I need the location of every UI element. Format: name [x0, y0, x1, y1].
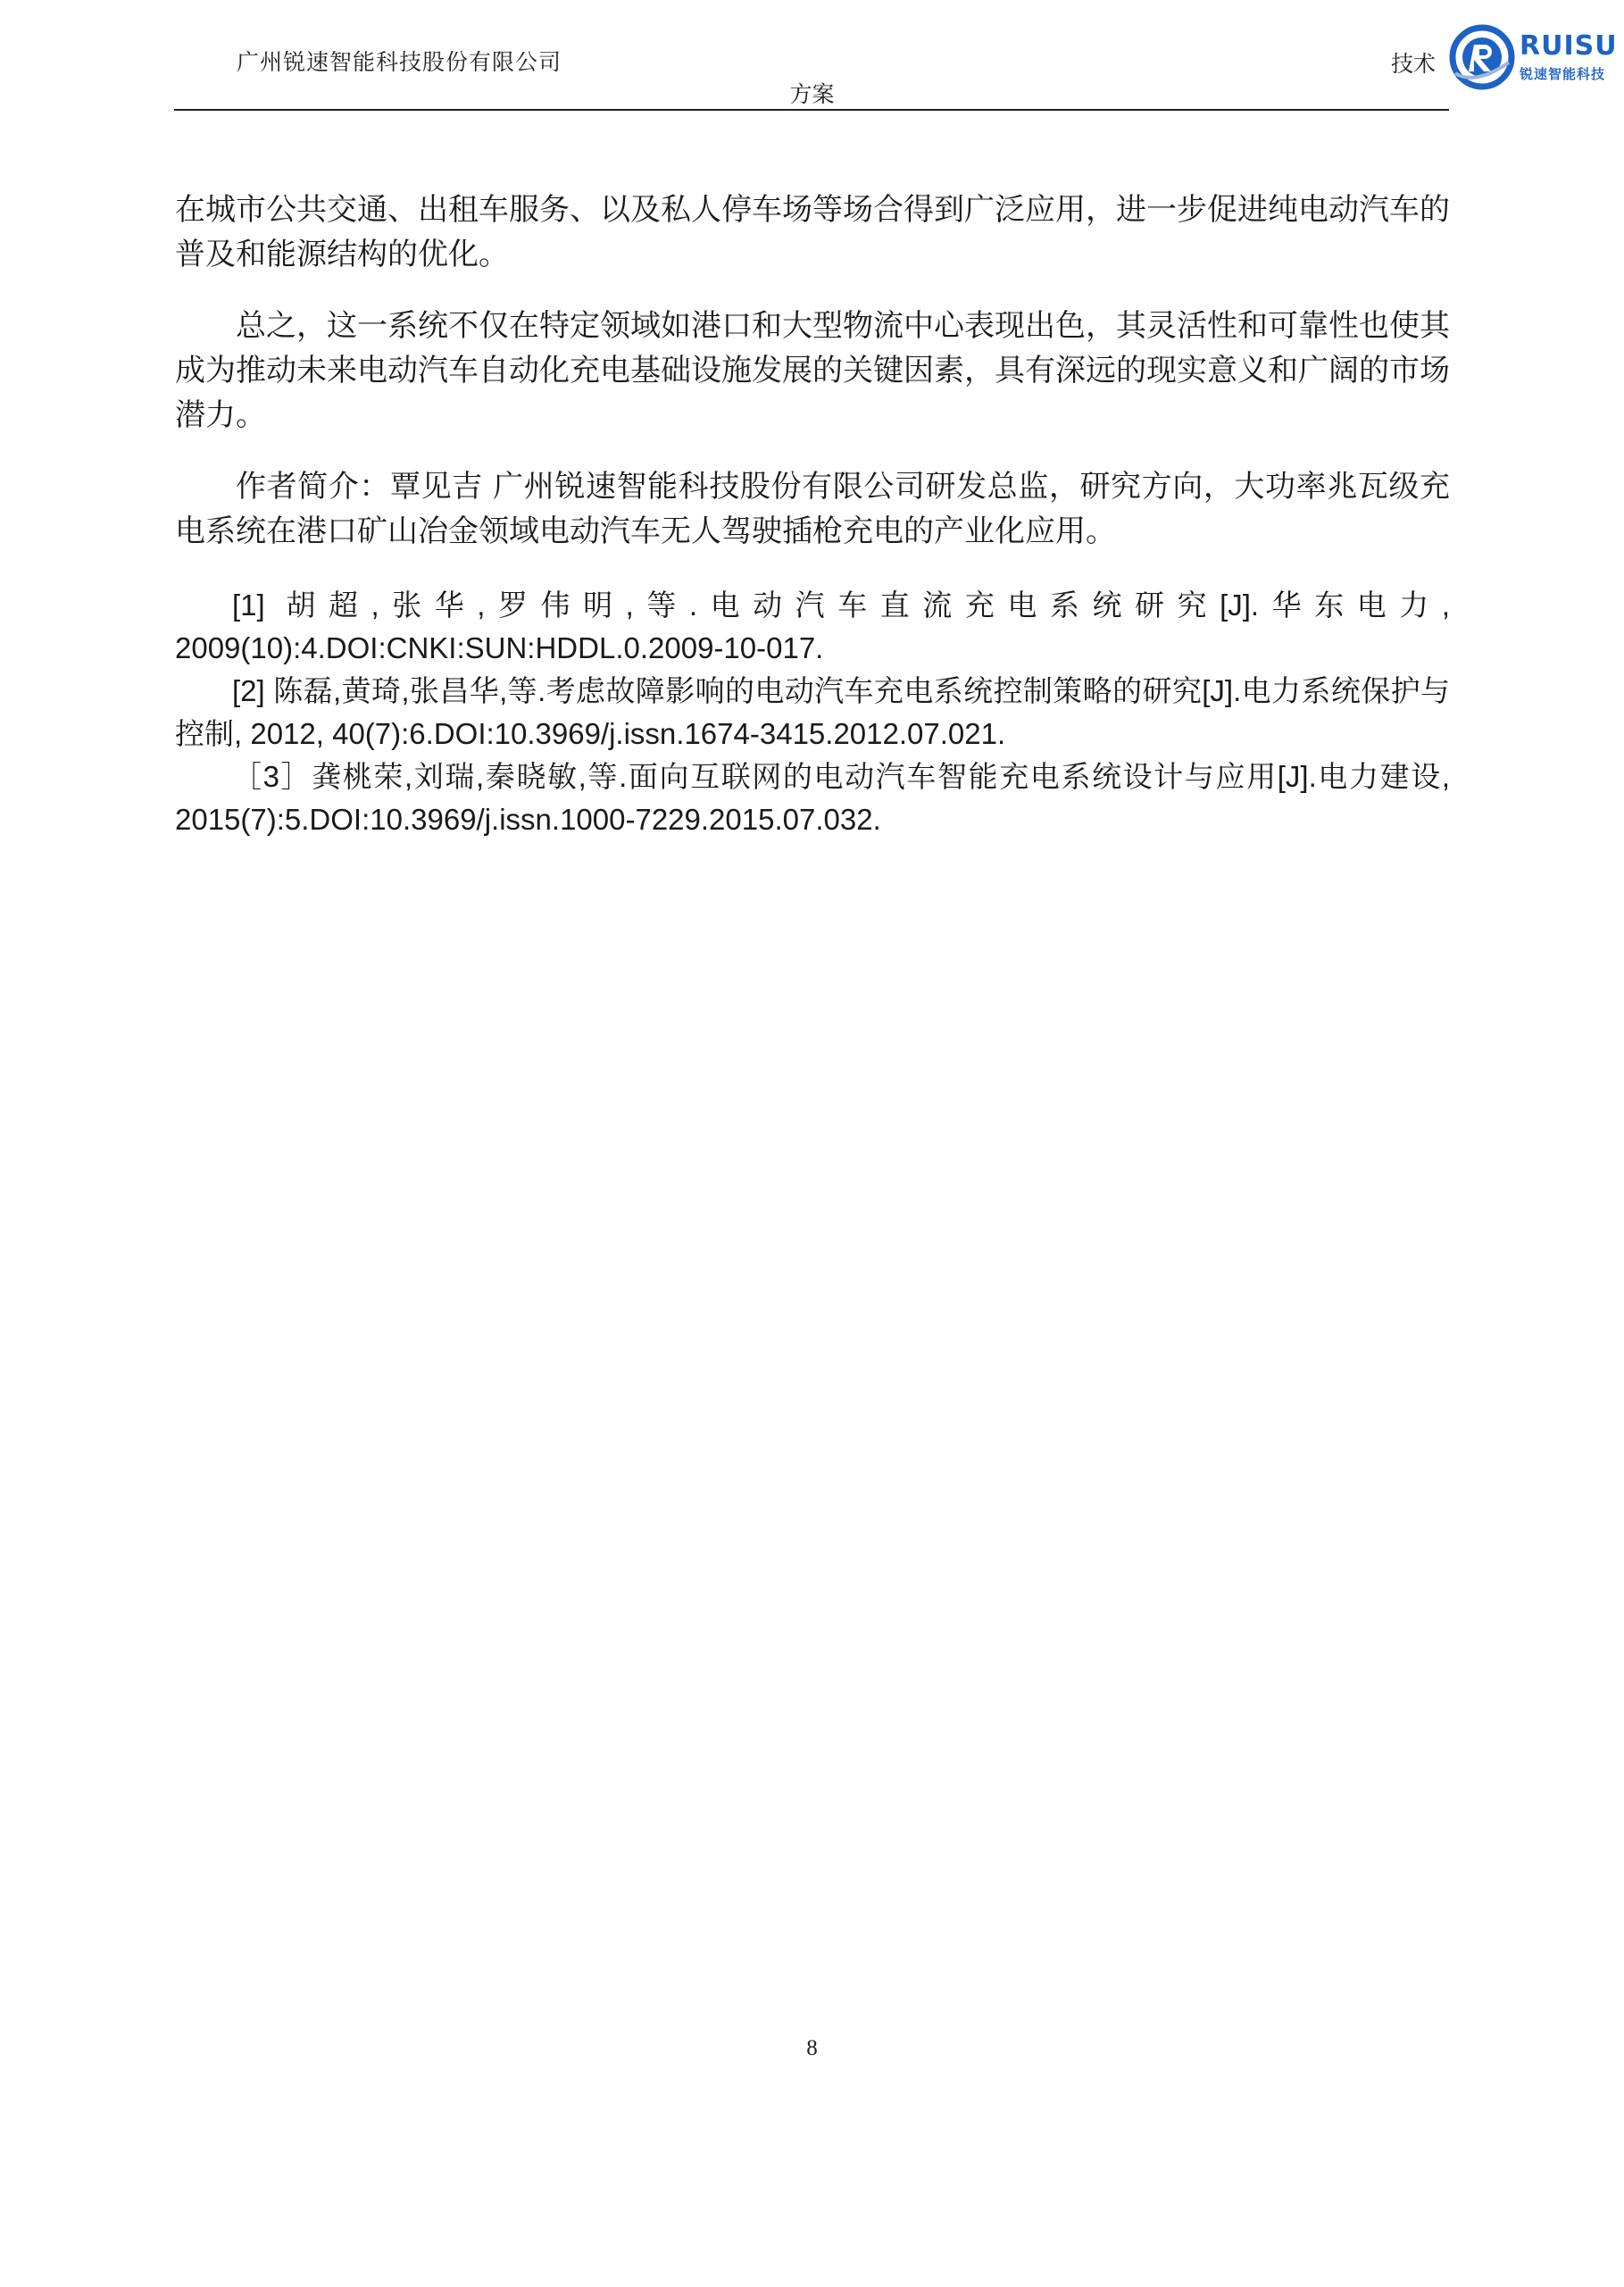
header-company-name: 广州锐速智能科技股份有限公司 — [237, 49, 562, 75]
logo-subtitle: 锐速智能科技 — [1520, 66, 1606, 82]
header-doc-type: 技术 — [1391, 51, 1437, 77]
author-bio: 作者简介：覃见吉 广州锐速智能科技股份有限公司研发总监，研究方向，大功率兆瓦级充电系统在港口矿山冶金领域电动汽车无人驾驶插枪充电的产业化应用。 — [175, 469, 1450, 549]
reference-item: ［3］龚桃荣,刘瑞,秦晓敏,等.面向互联网的电动汽车智能充电系统设计与应用[J].电力建设, 2015(7):5.DOI:10.3969/j.issn.1000-7229.2015.07.032. — [175, 760, 1450, 836]
reference-item: [2] 陈磊,黄琦,张昌华,等.考虑故障影响的电动汽车充电系统控制策略的研究[J].电力系统保护与控制, 2012, 40(7):6.DOI:10.3969/j.issn.1674-3415.2012.07.021. — [175, 674, 1450, 750]
ruisu-logo-icon — [1448, 23, 1516, 91]
body-paragraph: 在城市公共交通、出租车服务、以及私人停车场等场合得到广泛应用，进一步促进纯电动汽车的普及和能源结构的优化。 — [175, 192, 1450, 272]
ruisu-logo — [1448, 23, 1618, 91]
header-doc-type-continued: 方案 — [789, 81, 835, 107]
reference-item: [1] 胡超,张华,罗伟明,等.电动汽车直流充电系统研究[J].华东电力, 2009(10):4.DOI:CNKI:SUN:HDDL.0.2009-10-017. — [175, 588, 1450, 664]
page-number: 8 — [806, 2036, 818, 2060]
logo-wordmark: RUISU — [1520, 30, 1618, 62]
header-divider — [174, 109, 1449, 111]
body-paragraph: 总之，这一系统不仅在特定领域如港口和大型物流中心表现出色，其灵活性和可靠性也使其成为推动未来电动汽车自动化充电基础设施发展的关键因素，具有深远的现实意义和广阔的市场潜力。 — [175, 308, 1450, 433]
document-body — [175, 188, 1450, 841]
